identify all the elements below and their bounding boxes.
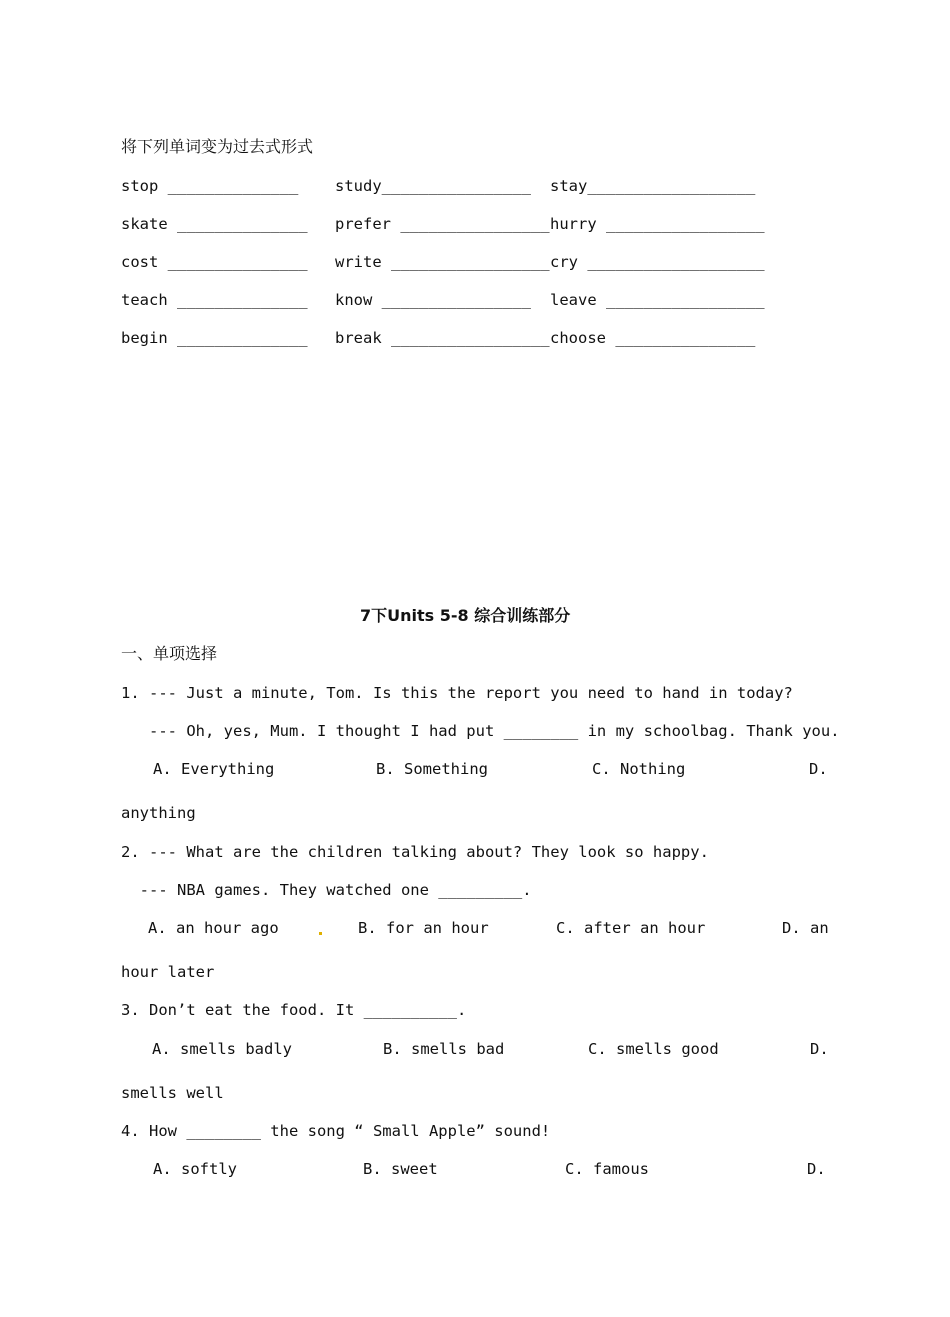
question-stem: 1. --- Just a minute, Tom. Is this the report you need to hand in today?: [121, 684, 793, 702]
option-a: A. smells badly: [152, 1040, 292, 1058]
option-d: D. an: [782, 919, 829, 937]
option-d: D.: [807, 1160, 826, 1178]
vocab-item: stop ______________: [121, 177, 299, 195]
vocab-item: choose _______________: [550, 329, 756, 347]
option-c: C. Nothing: [592, 760, 686, 778]
option-c: C. smells good: [588, 1040, 719, 1058]
vocab-item: prefer ________________: [335, 215, 550, 233]
vocab-item: teach ______________: [121, 291, 308, 309]
vocab-instruction: 将下列单词变为过去式形式: [121, 137, 314, 156]
option-b: B. for an hour: [358, 919, 489, 937]
option-d-wrap: anything: [121, 804, 196, 822]
option-c: C. after an hour: [556, 919, 706, 937]
exercise-title: 7下Units 5-8 综合训练部分: [360, 606, 571, 625]
vocab-item: stay__________________: [550, 177, 756, 195]
question-stem: --- NBA games. They watched one _________.: [121, 881, 532, 899]
option-b: B. smells bad: [383, 1040, 505, 1058]
vocab-item: leave _________________: [550, 291, 765, 309]
vocab-item: know ________________: [335, 291, 531, 309]
option-d: D.: [809, 760, 828, 778]
option-b: B. Something: [376, 760, 488, 778]
vocab-item: cost _______________: [121, 253, 308, 271]
option-d-wrap: hour later: [121, 963, 215, 981]
vocab-item: break _________________: [335, 329, 550, 347]
option-a: A. Everything: [153, 760, 275, 778]
question-stem: --- Oh, yes, Mum. I thought I had put ________ in my schoolbag. Thank you.: [121, 722, 840, 740]
option-d: D.: [810, 1040, 829, 1058]
section-heading: 一、单项选择: [121, 644, 218, 663]
option-c: C. famous: [565, 1160, 649, 1178]
vocab-item: study________________: [335, 177, 531, 195]
vocab-item: write _________________: [335, 253, 550, 271]
option-b: B. sweet: [363, 1160, 438, 1178]
option-d-wrap: smells well: [121, 1084, 224, 1102]
vocab-item: skate ______________: [121, 215, 308, 233]
marker-dot: [319, 932, 322, 935]
question-stem: 4. How ________ the song “ Small Apple” sound!: [121, 1122, 551, 1140]
question-stem: 2. --- What are the children talking about? They look so happy.: [121, 843, 709, 861]
vocab-item: cry ___________________: [550, 253, 765, 271]
vocab-item: begin ______________: [121, 329, 308, 347]
option-a: A. an hour ago: [148, 919, 279, 937]
vocab-item: hurry _________________: [550, 215, 765, 233]
question-stem: 3. Don’t eat the food. It __________.: [121, 1001, 467, 1019]
option-a: A. softly: [153, 1160, 237, 1178]
